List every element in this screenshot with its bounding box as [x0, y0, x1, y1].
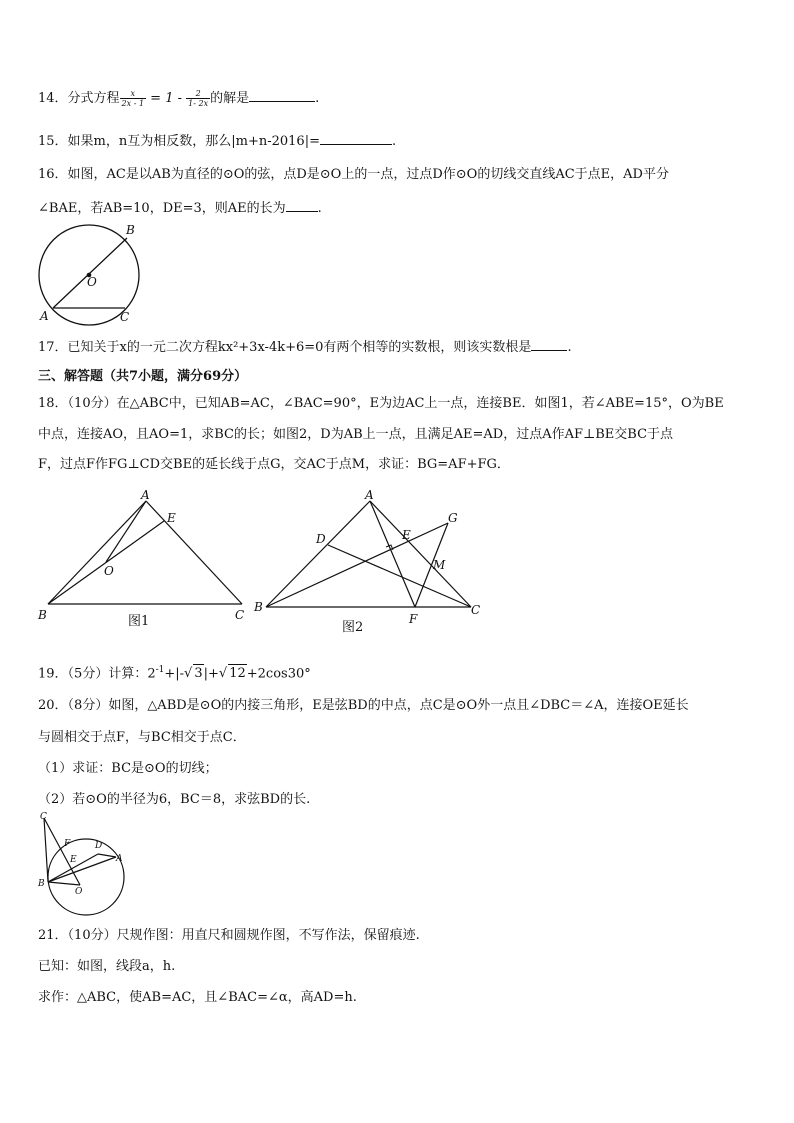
- q15-answer-blank: [320, 131, 392, 145]
- question-14: [38, 88, 319, 108]
- question-16-line-2: [38, 198, 322, 218]
- fig2-label-f: F: [409, 612, 418, 626]
- q16-answer-blank: [286, 198, 318, 212]
- question-20-line-2: 与圆相交于点F，与BC相交于点C．: [38, 730, 246, 745]
- question-18-line-2: 中点，连接AO，且AO=1，求BC的长；如图2，D为AB上一点，且满足AE=AD，过点A作AF⊥BE交BC于点: [38, 427, 674, 442]
- q16-label-a: A: [40, 309, 49, 323]
- q14-frac2-denominator: 1- 2x: [188, 99, 209, 108]
- q15-text: 15．如果m，n互为相反数，那么|m+n-2016|=: [38, 134, 320, 149]
- q16-label-o: O: [87, 275, 97, 289]
- question-20-sub-1: （1）求证：BC是⊙O的切线；: [38, 761, 218, 776]
- q20-circle-figure: [34, 810, 134, 922]
- q14-prefix: 14．分式方程: [38, 91, 120, 106]
- question-15: [38, 131, 396, 151]
- q20-line-ba: [48, 857, 116, 882]
- question-18-line-1: 18．（10分）在△ABC中，已知AB=AC，∠BAC=90°，E为边AC上一点，连接BE．如图1，若∠ABE=15°，O为BE: [38, 396, 724, 411]
- q14-answer-blank: [249, 88, 315, 102]
- q20-label-c: C: [40, 812, 47, 822]
- q16-label-c: C: [120, 310, 130, 324]
- q20-label-a: A: [116, 854, 123, 864]
- q19-sqrt12: √ 12: [218, 666, 246, 682]
- q20-label-f: F: [64, 839, 71, 849]
- fig2-label-d: D: [316, 532, 326, 546]
- q15-end: .: [391, 134, 397, 149]
- fig1-label-o: O: [104, 564, 114, 578]
- q14-frac1-denominator: 2x - 1: [121, 99, 145, 108]
- fig2-line-dc: [328, 545, 471, 607]
- q20-circle: [48, 839, 124, 915]
- question-21-line-2: 已知：如图，线段a，h.: [38, 959, 176, 974]
- q20-label-o: O: [75, 887, 83, 897]
- question-16-line-1: 16．如图，AC是以AB为直径的⊙O的弦，点D是⊙O上的一点，过点D作⊙O的切线交直线AC于点E，AD平分: [38, 167, 669, 182]
- q20-label-b: B: [38, 879, 45, 889]
- q16-line2-text: ∠BAE，若AB=10，DE=3，则AE的长为: [38, 201, 286, 216]
- fig1-label-b: B: [38, 608, 47, 622]
- fig2-label-g: G: [448, 511, 458, 525]
- q17-end: .: [567, 340, 572, 355]
- q18-figure-1: [34, 487, 256, 635]
- fig2-label-a: A: [365, 488, 374, 502]
- q14-fraction-1: [120, 89, 146, 108]
- fig1-line-ac: [146, 501, 242, 604]
- q17-answer-blank: [531, 337, 567, 351]
- q16-end: .: [317, 201, 322, 216]
- question-18-line-3: F，过点F作FG⊥CD交BE的延长线于点G，交AC于点M，求证：BG=AF+FG．: [38, 457, 510, 472]
- fig1-label-c: C: [235, 608, 245, 622]
- question-19: [38, 661, 311, 683]
- fig1-line-ba: [48, 501, 146, 604]
- q19-sqrt3: √ 3: [184, 666, 203, 682]
- q19-exponent: -1: [155, 665, 165, 675]
- fig2-label-c: C: [471, 603, 481, 617]
- fig2-line-ba: [266, 501, 370, 607]
- fig1-label-e: E: [167, 511, 176, 525]
- q14-mid: = 1 -: [150, 91, 182, 106]
- q18-figure-2: [252, 487, 484, 637]
- q20-label-d: D: [95, 841, 103, 851]
- q19-abs-close: |+: [203, 666, 219, 682]
- fig1-label-a: A: [141, 488, 150, 502]
- q20-line-da: [98, 854, 116, 857]
- q14-frac1-numerator: x: [120, 89, 146, 99]
- fig2-line-af: [370, 501, 415, 607]
- fig2-caption: 图2: [342, 620, 364, 635]
- fig2-label-b: B: [254, 600, 263, 614]
- q20-line-bc: [44, 818, 48, 882]
- q17-text: 17．已知关于x的一元二次方程kx²+3x-4k+6=0有两个相等的实数根，则该实数根是: [38, 340, 532, 355]
- fig2-label-e: E: [402, 528, 411, 542]
- q16-circle-figure: [34, 220, 146, 328]
- question-17: [38, 337, 572, 357]
- q14-end: .: [315, 91, 320, 106]
- q20-line-co: [44, 818, 80, 885]
- q20-line-bo: [48, 882, 80, 885]
- q16-label-b: B: [126, 223, 135, 237]
- q20-label-e: E: [70, 855, 77, 865]
- fig2-label-m: M: [433, 558, 446, 572]
- q19-prefix: 19．（5分）计算：2: [38, 666, 156, 682]
- fig1-line-be: [48, 521, 164, 604]
- q19-abs-open: +|-: [164, 666, 185, 682]
- q19-sqrt3-radicand: 3: [194, 666, 203, 682]
- question-20-sub-2: （2）若⊙O的半径为6，BC＝8，求弦BD的长.: [38, 792, 311, 807]
- fig2-line-bg: [266, 523, 448, 607]
- q14-frac2-numerator: 2: [186, 89, 210, 99]
- q19-suffix: +2cos30°: [246, 666, 311, 682]
- q19-sqrt12-radicand: 12: [229, 666, 246, 682]
- fig1-caption: 图1: [128, 614, 150, 629]
- fig1-line-ao: [106, 501, 146, 562]
- question-21-line-1: 21．（10分）尺规作图：用直尺和圆规作图，不写作法，保留痕迹.: [38, 928, 420, 943]
- q14-fraction-2: [186, 89, 210, 108]
- q14-suffix: 的解是: [210, 91, 250, 106]
- section-3-title: 三、解答题（共7小题，满分69分）: [38, 369, 248, 384]
- question-20-line-1: 20．（8分）如图，△ABD是⊙O的内接三角形，E是弦BD的中点，点C是⊙O外一点且∠DBC＝∠A，连接OE延长: [38, 698, 689, 713]
- question-21-line-3: 求作：△ABC，使AB=AC，且∠BAC=∠α，高AD=h.: [38, 990, 357, 1005]
